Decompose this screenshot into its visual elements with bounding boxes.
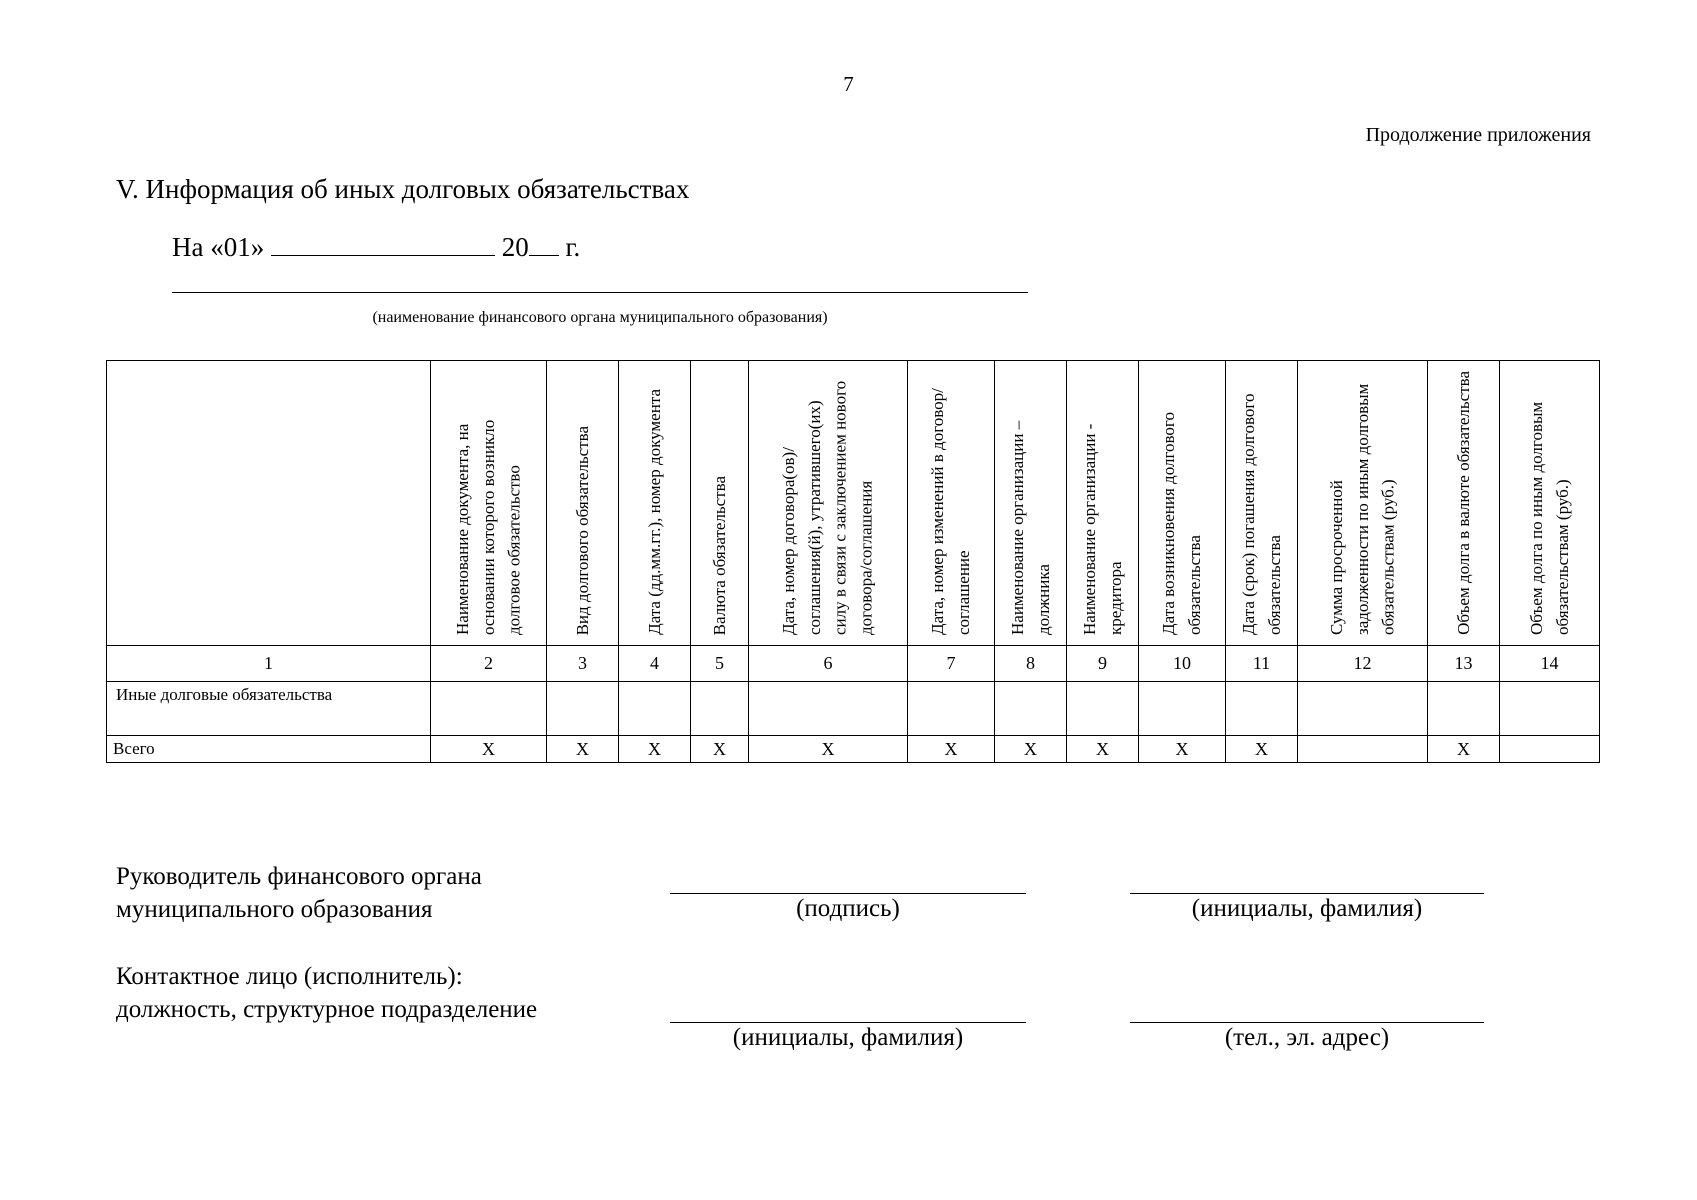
- column-number: 1: [107, 646, 431, 682]
- header-label: Наименование организации - кредитора: [1079, 423, 1125, 635]
- header-cell: [547, 361, 619, 646]
- column-number: 10: [1139, 646, 1226, 682]
- header-label: Объем долга по иным долговым обязательствам (руб.): [1526, 401, 1572, 635]
- column-number: 9: [1067, 646, 1139, 682]
- table-cell[interactable]: [691, 682, 749, 736]
- head-label-line2: муниципального образования: [116, 896, 433, 923]
- table-cell[interactable]: [1067, 682, 1139, 736]
- year-blank[interactable]: [529, 233, 559, 256]
- page-number: 7: [843, 72, 854, 96]
- row-label: Всего: [107, 736, 431, 763]
- head-signatory-label: [116, 860, 482, 926]
- header-cell: [1067, 361, 1139, 646]
- table-cell: X: [691, 736, 749, 763]
- table-cell[interactable]: [1139, 682, 1226, 736]
- header-label: Дата, номер договора(ов)/соглашения(й), утратившего(их) силу в связи с заключением нового договора/соглашения: [779, 380, 876, 635]
- column-number-row: [107, 646, 1600, 682]
- column-number: 8: [995, 646, 1067, 682]
- header-cell: [619, 361, 691, 646]
- date-prefix: На «01»: [172, 232, 265, 262]
- table-cell: X: [908, 736, 995, 763]
- table-cell: X: [1139, 736, 1226, 763]
- head-signature-caption: (подпись): [796, 895, 900, 922]
- header-label: Объем долга в валюте обязательства: [1453, 371, 1473, 635]
- org-name-line[interactable]: [172, 292, 1028, 293]
- header-cell: [431, 361, 547, 646]
- header-cell: [107, 361, 431, 646]
- debt-obligations-table: [106, 360, 1600, 763]
- table-cell: X: [1226, 736, 1298, 763]
- table-cell: X: [1428, 736, 1500, 763]
- header-label: Дата возникновения долгового обязательства: [1159, 412, 1204, 635]
- table-cell[interactable]: [1500, 736, 1600, 763]
- head-name-line[interactable]: [1130, 893, 1484, 894]
- date-suffix: г.: [565, 232, 581, 262]
- header-cell: [691, 361, 749, 646]
- contact-person-label: [116, 960, 537, 1026]
- header-label: Наименование документа, на основании которого возникло долговое обязательство: [452, 419, 524, 635]
- header-label: Дата (срок) погашения долгового обязательства: [1238, 393, 1284, 635]
- header-label: Валюта обязательства: [709, 475, 729, 635]
- column-number: 4: [619, 646, 691, 682]
- column-number: 2: [431, 646, 547, 682]
- header-cell: [908, 361, 995, 646]
- table-cell[interactable]: [1298, 682, 1428, 736]
- contact-phone-line[interactable]: [1130, 1022, 1484, 1023]
- column-number: 7: [908, 646, 995, 682]
- contact-label-line2: должность, структурное подразделение: [116, 996, 538, 1023]
- table-cell[interactable]: [995, 682, 1067, 736]
- contact-label-line1: Контактное лицо (исполнитель):: [116, 963, 463, 990]
- head-label-line1: Руководитель финансового органа: [116, 863, 482, 890]
- table-cell[interactable]: [1500, 682, 1600, 736]
- header-label: Наименование организации – должника: [1007, 420, 1053, 635]
- table-cell: X: [547, 736, 619, 763]
- header-cell: [995, 361, 1067, 646]
- table-cell[interactable]: [749, 682, 908, 736]
- head-name-caption: (инициалы, фамилия): [1191, 895, 1423, 922]
- column-number: 12: [1298, 646, 1428, 682]
- month-blank[interactable]: [271, 233, 495, 256]
- table-cell[interactable]: [1226, 682, 1298, 736]
- table-cell[interactable]: [1428, 682, 1500, 736]
- column-number: 13: [1428, 646, 1500, 682]
- table-row-other-obligations: [107, 682, 1600, 736]
- report-date-line: [172, 232, 580, 263]
- table-cell[interactable]: [1298, 736, 1428, 763]
- contact-name-caption: (инициалы, фамилия): [732, 1024, 964, 1051]
- header-cell: [749, 361, 908, 646]
- column-number: 14: [1500, 646, 1600, 682]
- contact-name-line[interactable]: [670, 1022, 1026, 1023]
- head-signature-line[interactable]: [670, 893, 1026, 894]
- table-cell[interactable]: [619, 682, 691, 736]
- table-cell[interactable]: [547, 682, 619, 736]
- org-name-caption: (наименование финансового органа муниципального образования): [372, 309, 828, 326]
- header-label: Дата, номер изменений в договор/соглашение: [928, 388, 973, 635]
- column-number: 3: [547, 646, 619, 682]
- row-label: Иные долговые обязательства: [107, 682, 431, 736]
- section-title: V. Информация об иных долговых обязательствах: [116, 174, 690, 204]
- table-cell: X: [1067, 736, 1139, 763]
- table-cell[interactable]: [908, 682, 995, 736]
- header-label: Сумма просроченной задолженности по иным долговым обязательствам (руб.): [1326, 383, 1398, 635]
- table-row-total: [107, 736, 1600, 763]
- column-number: 5: [691, 646, 749, 682]
- appendix-note: Продолжение приложения: [1365, 124, 1591, 146]
- table-cell: X: [431, 736, 547, 763]
- year-prefix: 20: [501, 232, 529, 262]
- header-cell: [1500, 361, 1600, 646]
- header-cell: [1298, 361, 1428, 646]
- header-cell: [1139, 361, 1226, 646]
- header-label: Дата (дд.мм.гг.), номер документа: [644, 389, 664, 635]
- table-cell: X: [619, 736, 691, 763]
- header-cell: [1226, 361, 1298, 646]
- header-row: [107, 361, 1600, 646]
- table-cell: X: [995, 736, 1067, 763]
- header-cell: [1428, 361, 1500, 646]
- contact-phone-caption: (тел., эл. адрес): [1224, 1024, 1390, 1051]
- table-cell[interactable]: [431, 682, 547, 736]
- table-cell: X: [749, 736, 908, 763]
- column-number: 6: [749, 646, 908, 682]
- header-label: Вид долгового обязательства: [572, 425, 592, 635]
- column-number: 11: [1226, 646, 1298, 682]
